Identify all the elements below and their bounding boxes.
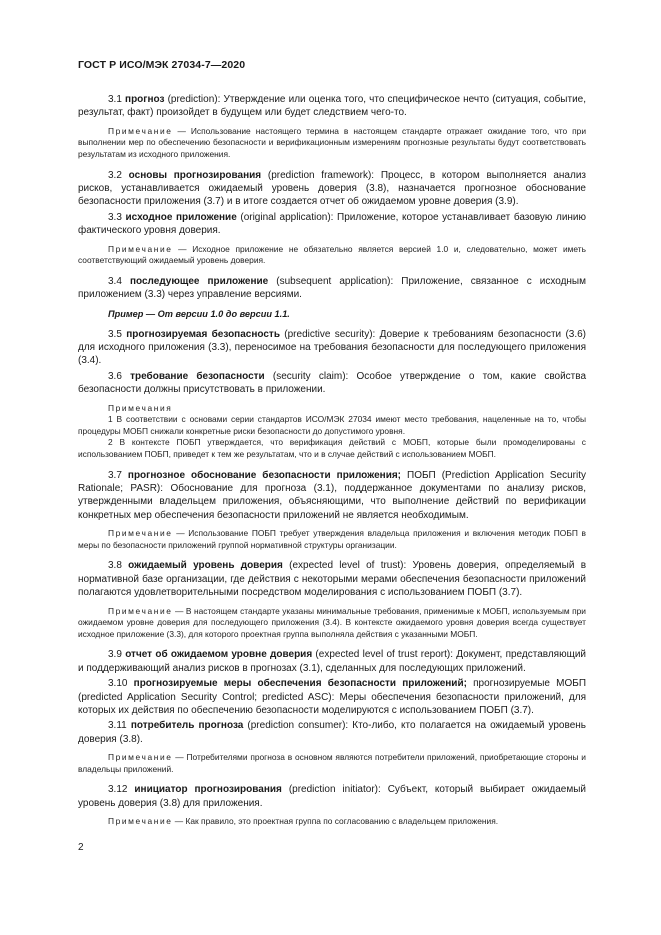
entry-number: 3.9 bbox=[108, 649, 122, 661]
entry-number: 3.2 bbox=[108, 169, 122, 181]
entry-definition: (prediction): Утверждение или оценка того, что специфическое нечто (ситуация, событие, результат, факт) произойдет в будущем или будет следствием чего-то. bbox=[78, 94, 586, 119]
entry-definition: (prediction framework): Процесс, в котором выполняется анализ рисков, устанавливается ожидаемый уровень доверия (3.8), назначается прогнозное обоснование безопасности приложения (3.7) и в итоге создается отчет об ожидаемом уровне доверия (3.9). bbox=[78, 169, 586, 208]
entry-number: 3.8 bbox=[108, 560, 122, 572]
term-entry-3-11 bbox=[78, 719, 586, 746]
entry-term: прогнозируемые меры обеспечения безопасности приложений; bbox=[133, 678, 467, 690]
entry-definition: (predictive security): Доверие к требованиям безопасности (3.6) для исходного приложения (3.3), переносимое на требования безопасности для последующего приложения (3.4). bbox=[78, 328, 587, 367]
note-text: — Исходное приложение не обязательно является версией 1.0 и, следовательно, может иметь соответствующий ожидаемый уровень доверия. bbox=[78, 243, 586, 266]
term-entry-3-3 bbox=[78, 211, 586, 238]
entry-number: 3.5 bbox=[108, 328, 122, 340]
entry-term: прогнозное обоснование безопасности приложения; bbox=[127, 469, 402, 481]
entry-definition: ПОБП (Prediction Application Security Rationale; PASR): Обоснование для прогноза (3.1), поддержанное документами по анализу рисков, утвержденными владельцем приложения, объясняющими, что выполнение действий по верификации конкретных мер обеспечения безопасности приложений не является необходимым. bbox=[78, 469, 587, 521]
entry-number: 3.6 bbox=[108, 370, 122, 382]
term-entry-3-8 bbox=[78, 559, 586, 599]
note-label: Примечание bbox=[108, 125, 173, 136]
document-header: ГОСТ Р ИСО/МЭК 27034-7—2020 bbox=[78, 59, 246, 71]
entry-definition: (prediction consumer): Кто-либо, кто полагается на ожидаемый уровень доверия (3.8). bbox=[78, 720, 586, 745]
entry-term: последующее приложение bbox=[129, 275, 269, 287]
entry-definition: (original application): Приложение, которое устанавливает базовую линию фактического уровня доверия. bbox=[78, 211, 587, 237]
entry-number: 3.10 bbox=[108, 678, 128, 690]
example-3-4: Пример — От версии 1.0 до версии 1.1. bbox=[108, 308, 290, 319]
notes-label-3-6: Примечания bbox=[108, 402, 173, 413]
note-item-2: 2 В контексте ПОБП утверждается, что верификация действий с МОБП, которые были промоделированы с использованием ПОБП, приведет к тем же результатам, что и в случае действий с использованием МОБП. bbox=[78, 437, 586, 460]
entry-term: отчет об ожидаемом уровне доверия bbox=[125, 649, 313, 661]
note-3-11 bbox=[78, 752, 586, 775]
term-entry-3-9 bbox=[78, 648, 586, 675]
term-entry-3-12 bbox=[78, 783, 586, 810]
note-text: — Потребителями прогноза в основном являются потребители приложений, приобретающие стороны и владельцы приложений. bbox=[78, 752, 586, 774]
note-3-12 bbox=[78, 816, 586, 828]
page-number: 2 bbox=[78, 842, 84, 853]
entry-term: инициатор прогнозирования bbox=[134, 784, 282, 796]
entry-number: 3.1 bbox=[108, 94, 122, 105]
term-entry-3-7 bbox=[78, 469, 586, 523]
entry-number: 3.4 bbox=[108, 275, 122, 287]
term-entry-3-1 bbox=[78, 93, 586, 120]
entry-definition: (subsequent application): Приложение, связанное с исходным приложением (3.3) через управление версиями. bbox=[78, 275, 586, 301]
entry-definition: (expected level of trust report): Документ, представляющий и поддерживающий анализ рисков в прогнозах (3.1), сделанных для последующих приложений. bbox=[78, 649, 586, 674]
note-label: Примечание bbox=[108, 605, 173, 616]
entry-term: потребитель прогноза bbox=[130, 720, 244, 732]
term-entry-3-10 bbox=[78, 677, 586, 717]
entry-number: 3.3 bbox=[108, 211, 122, 223]
note-3-7 bbox=[78, 528, 586, 551]
note-text: — В настоящем стандарте указаны минимальные требования, применимые к МОБП, используемым при ожидаемом уровне доверия для последующего приложения (3.4). В контексте ожидаемого уровня доверия всегда существует исходное приложение (3.3), для которого проектная группа выполняла действия с указанными МОБП. bbox=[78, 605, 586, 639]
entry-definition: прогнозируемые МОБП (predicted Application Security Control; predicted ASC): Меры обеспечения безопасности приложений, для которых их действия по обеспечению безопасности моделируются с использованием ПОБП (3.7). bbox=[78, 678, 587, 717]
document-body bbox=[78, 93, 586, 836]
entry-term: исходное приложение bbox=[125, 211, 237, 223]
term-entry-3-4 bbox=[78, 275, 586, 302]
entry-term: ожидаемый уровень доверия bbox=[128, 560, 283, 572]
entry-definition: (prediction initiator): Субъект, который выбирает ожидаемый уровень доверия (3.8) для приложения. bbox=[78, 784, 587, 809]
note-text: — Использование ПОБП требует утверждения владельца приложения и включения методик ПОБП в меры по безопасности приложений группой нормативной структуры организации. bbox=[78, 528, 586, 550]
note-label: Примечание bbox=[108, 816, 173, 827]
term-entry-3-2 bbox=[78, 169, 586, 209]
entry-term: прогнозируемая безопасность bbox=[126, 328, 280, 340]
entry-definition: (expected level of trust): Уровень доверия, определяемый в нормативной базе организации, где действия с некоторыми мерами обеспечения безопасности приложений полагаются удовлетворительными посредством моделирования с использованием ПОБП (3.7). bbox=[78, 560, 587, 599]
note-label: Примечание bbox=[108, 752, 173, 763]
note-3-3 bbox=[78, 244, 586, 267]
term-entry-3-5 bbox=[78, 328, 586, 368]
note-label: Примечание bbox=[108, 528, 173, 539]
entry-definition: (security claim): Особое утверждение о том, какие свойства безопасности должны присутствовать в приложении. bbox=[78, 370, 587, 396]
note-item-1: 1 В соответствии с основами серии стандартов ИСО/МЭК 27034 имеют место требования, нацеленные на то, чтобы процедуры МОБП снижали конкретные риски безопасности до допустимого уровня. bbox=[78, 414, 586, 436]
entry-term: основы прогнозирования bbox=[128, 169, 262, 181]
note-text: — Как правило, это проектная группа по согласованию с владельцем приложения. bbox=[172, 816, 499, 827]
term-entry-3-6 bbox=[78, 370, 586, 397]
entry-number: 3.11 bbox=[108, 720, 127, 732]
note-label: Примечание bbox=[108, 243, 173, 254]
note-3-1 bbox=[78, 126, 586, 161]
note-3-8 bbox=[78, 606, 586, 641]
entry-term: требование безопасности bbox=[130, 370, 265, 382]
entry-number: 3.7 bbox=[108, 469, 122, 481]
entry-number: 3.12 bbox=[108, 784, 128, 796]
entry-term: прогноз bbox=[125, 94, 165, 105]
note-text: — Использование настоящего термина в настоящем стандарте отражает ожидание того, что при выполнении мер по обеспечению безопасности и верификационным измерениям прогнозные результаты будут соответствовать результатам из исходного приложения. bbox=[78, 125, 586, 159]
